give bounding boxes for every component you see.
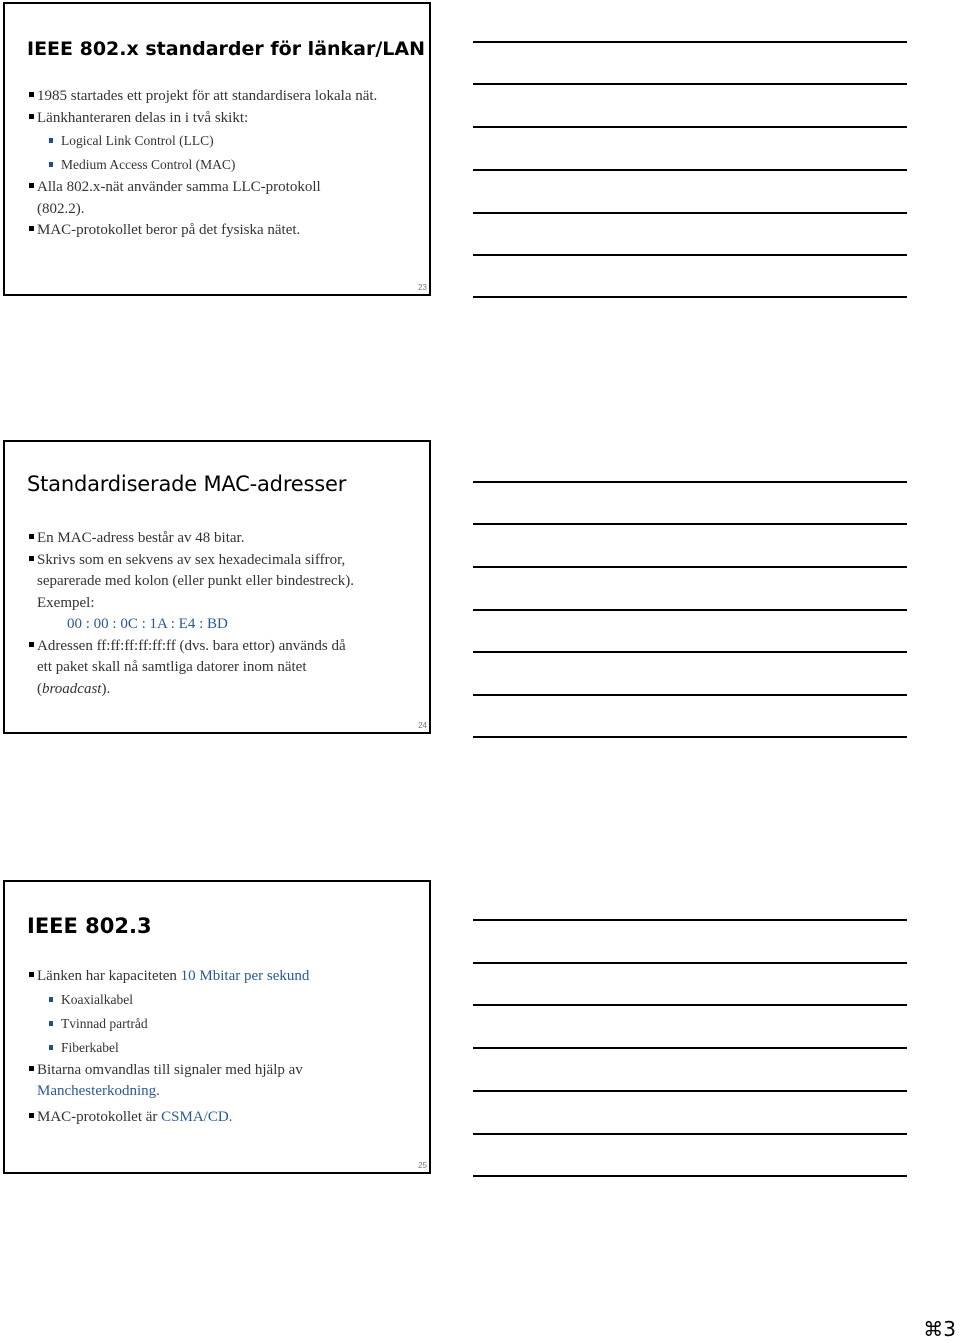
mac-address-example: 00 : 00 : 0C : 1A : E4 : BD: [67, 616, 228, 632]
note-line: [473, 296, 907, 298]
bullet-item: [27, 550, 419, 572]
slide-page-number: 25: [418, 1161, 427, 1170]
sub-bullet-item: Medium Access Control (MAC): [27, 153, 419, 177]
paren-open: (: [37, 680, 42, 697]
note-line: [473, 481, 907, 483]
slide-title: IEEE 802.x standarder för länkar/LAN: [27, 38, 426, 60]
note-line: [473, 212, 907, 214]
note-line: [473, 919, 907, 921]
note-line: [473, 254, 907, 256]
bullet-item: [27, 966, 419, 988]
note-line: [473, 41, 907, 43]
note-line: [473, 523, 907, 525]
note-line: [473, 1047, 907, 1049]
slide-page-number: 23: [418, 283, 427, 292]
note-line: [473, 1133, 907, 1135]
slide-24: [3, 440, 431, 734]
bullet-item: Alla 802.x-nät använder samma LLC-protokoll (802.2).: [27, 177, 419, 220]
bullet-text: Skrivs som en sekvens av sex hexadecimala siffror,: [37, 551, 346, 568]
bullet-continuation: Exempel:: [37, 594, 95, 611]
bullet-item: [27, 1107, 419, 1129]
bullet-item: Länkhanteraren delas in i två skikt:: [27, 108, 419, 130]
slide-body: [27, 528, 419, 700]
note-line: [473, 736, 907, 738]
note-line: [473, 694, 907, 696]
broadcast-term: broadcast: [42, 680, 102, 697]
slide-23: [3, 2, 431, 296]
bullet-item: Adressen ff:ff:ff:ff:ff:ff (dvs. bara ettor) används då: [27, 636, 419, 658]
bullet-continuation: ett paket skall nå samtliga datorer inom nätet: [37, 659, 307, 675]
slide-title: Standardiserade MAC-adresser: [27, 472, 347, 496]
slide-body: [27, 966, 419, 1128]
note-line: [473, 126, 907, 128]
note-line: [473, 609, 907, 611]
slide-body: [27, 86, 419, 242]
sub-bullet-item: Fiberkabel: [27, 1036, 419, 1060]
bullet-item: Bitarna omvandlas till signaler med hjälp av: [27, 1060, 419, 1082]
slide-25: [3, 880, 431, 1174]
note-line: [473, 651, 907, 653]
bullet-text: Länken har kapaciteten: [37, 968, 181, 984]
command-icon: ⌘: [923, 1317, 944, 1341]
manchester-highlight: Manchesterkodning.: [37, 1083, 160, 1099]
paren-close: ).: [101, 680, 111, 697]
note-line: [473, 1090, 907, 1092]
sub-bullet-item: Koaxialkabel: [27, 988, 419, 1012]
note-line: [473, 169, 907, 171]
bullet-item: MAC-protokollet beror på det fysiska nätet.: [27, 220, 419, 242]
capacity-highlight: 10 Mbitar per sekund: [180, 968, 310, 984]
csma-highlight: CSMA/CD.: [161, 1108, 233, 1125]
sub-bullet-item: Tvinnad partråd: [27, 1012, 419, 1036]
slide-title: IEEE 802.3: [27, 914, 152, 938]
note-line: [473, 962, 907, 964]
note-line: [473, 83, 907, 85]
bullet-item: En MAC-adress består av 48 bitar.: [27, 528, 419, 550]
note-line: [473, 1004, 907, 1006]
bullet-item: 1985 startades ett projekt för att standardisera lokala nät.: [27, 86, 419, 108]
bullet-continuation: separerade med kolon (eller punkt eller bindestreck).: [37, 573, 354, 589]
page-number: 3: [943, 1317, 956, 1341]
note-line: [473, 566, 907, 568]
slide-page-number: 24: [418, 721, 427, 730]
page-footer: [923, 1317, 956, 1341]
sub-bullet-item: Logical Link Control (LLC): [27, 129, 419, 153]
bullet-text: MAC-protokollet är: [37, 1108, 162, 1125]
bullet-continuation: [27, 679, 419, 701]
note-line: [473, 1175, 907, 1177]
